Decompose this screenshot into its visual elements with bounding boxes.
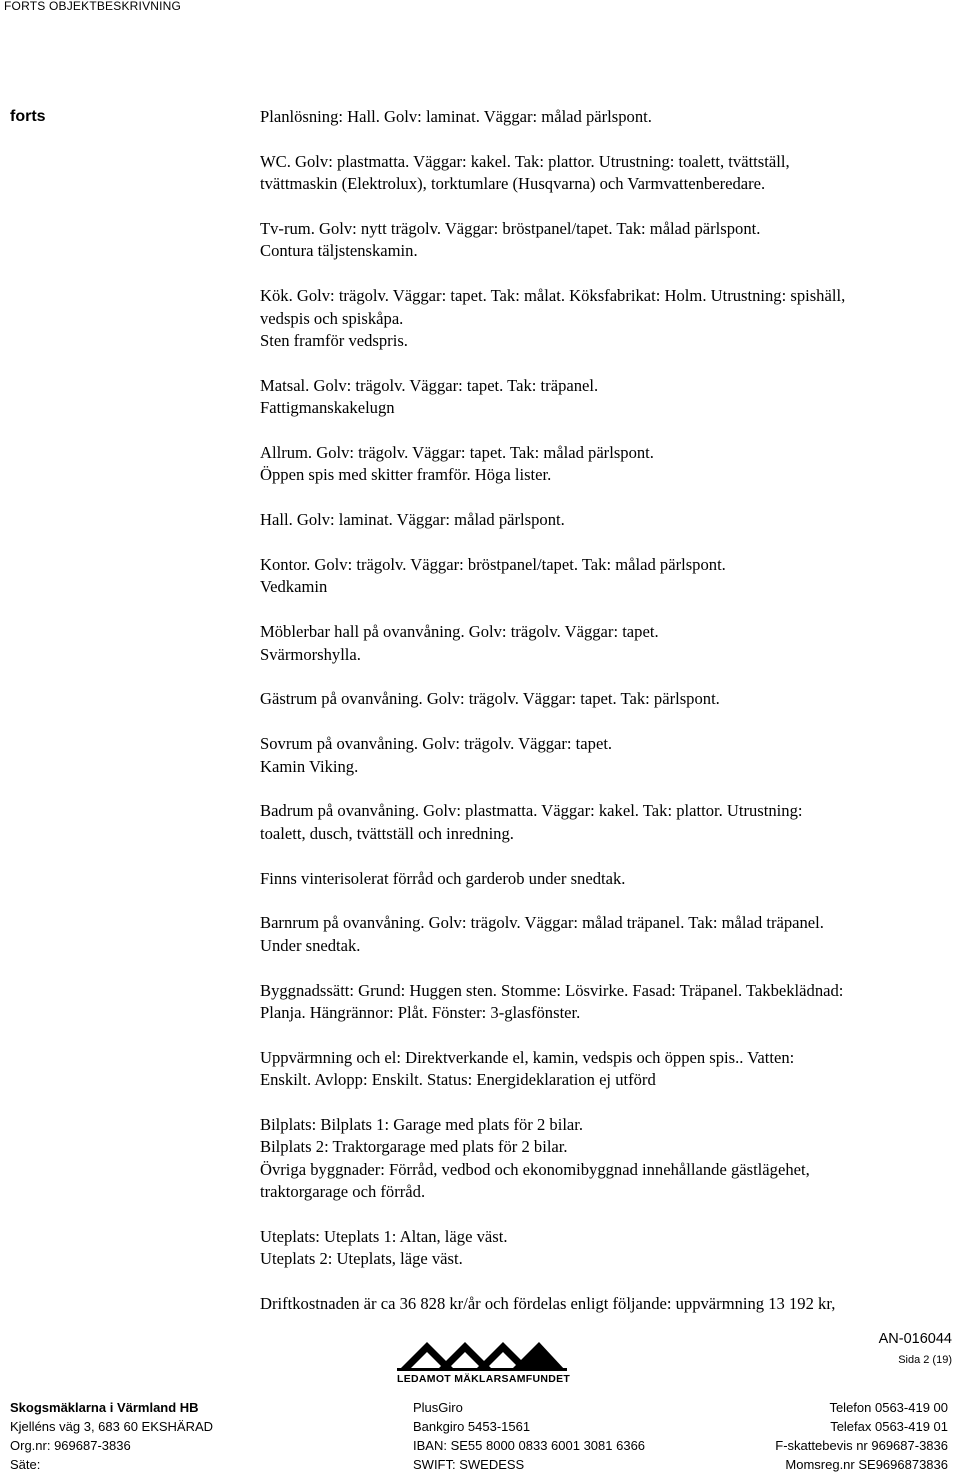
- paragraph-line: Gästrum på ovanvåning. Golv: trägolv. Väggar: tapet. Tak: pärlspont.: [260, 689, 720, 709]
- description-paragraph: [260, 980, 950, 1025]
- paragraph-line: Contura täljstenskamin.: [260, 241, 418, 261]
- footer-seat: Säte:: [10, 1457, 41, 1472]
- description-paragraph: [260, 554, 950, 599]
- paragraph-line: Driftkostnaden är ca 36 828 kr/år och fördelas enligt följande: uppvärmning 13 192 kr,: [260, 1294, 836, 1314]
- description-paragraph: [260, 106, 950, 128]
- description-paragraph: [260, 733, 950, 778]
- paragraph-line: Öppen spis med skitter framför. Höga lister.: [260, 465, 552, 485]
- description-paragraph: [260, 621, 950, 666]
- footer-vat-number: Momsreg.nr SE969687383​6: [785, 1457, 948, 1472]
- paragraph-line: Barnrum på ovanvåning. Golv: trägolv. Väggar: målad träpanel. Tak: målad träpanel.: [260, 913, 824, 933]
- paragraph-line: Planlösning: Hall. Golv: laminat. Väggar: målad pärlspont.: [260, 107, 652, 126]
- footer-bankgiro: Bankgiro 5453-1561: [413, 1419, 531, 1434]
- paragraph-line: Byggnadssätt: Grund: Huggen sten. Stomme: Lösvirke. Fasad: Träpanel. Takbeklädnad:: [260, 980, 844, 1000]
- paragraph-line: Uppvärmning och el: Direktverkande el, kamin, vedspis och öppen spis.. Vatten:: [260, 1047, 795, 1067]
- description-paragraph: [260, 285, 950, 352]
- paragraph-line: Kök. Golv: trägolv. Väggar: tapet. Tak: målat. Köksfabrikat: Holm. Utrustning: spishäll,: [260, 286, 846, 306]
- reference-code: AN-016044: [878, 1331, 952, 1347]
- maklarsamfundet-logo: [397, 1338, 571, 1386]
- paragraph-line: Tv-rum. Golv: nytt trägolv. Väggar: bröstpanel/tapet. Tak: målad pärlspont.: [260, 219, 761, 238]
- description-paragraph: [260, 375, 950, 420]
- paragraph-line: Allrum. Golv: trägolv. Väggar: tapet. Tak: målad pärlspont.: [260, 443, 654, 463]
- paragraph-line: Under snedtak.: [260, 935, 361, 955]
- footer-org-number: Org.nr: 969687-3836: [10, 1438, 131, 1453]
- paragraph-line: WC. Golv: plastmatta. Väggar: kakel. Tak: plattor. Utrustning: toalett, tvättställ,: [260, 151, 790, 171]
- paragraph-line: Hall. Golv: laminat. Väggar: målad pärlspont.: [260, 510, 565, 530]
- paragraph-line: Bilplats: Bilplats 1: Garage med plats för 2 bilar.: [260, 1115, 584, 1135]
- document-header-title: FORTS OBJEKTBESKRIVNING: [4, 0, 182, 13]
- maklarsamfundet-logo-icon: [397, 1338, 567, 1372]
- description-paragraph: [260, 509, 950, 531]
- paragraph-line: Uteplats 2: Uteplats, läge väst.: [260, 1249, 463, 1269]
- description-body: [260, 106, 950, 1338]
- footer-swift: SWIFT: SWEDESS: [413, 1457, 525, 1472]
- paragraph-line: Enskilt. Avlopp: Enskilt. Status: Energideklaration ej utförd: [260, 1070, 656, 1090]
- paragraph-line: Övriga byggnader: Förråd, vedbod och ekonomibyggnad innehållande gästlägehet,: [260, 1159, 810, 1179]
- paragraph-line: traktorgarage och förråd.: [260, 1182, 426, 1202]
- description-paragraph: [260, 1226, 950, 1271]
- footer-plusgiro: PlusGiro: [413, 1400, 463, 1415]
- paragraph-line: Svärmorshylla.: [260, 644, 361, 664]
- footer-bank-info: [413, 1398, 645, 1474]
- page-number: Sida 2 (19): [898, 1354, 952, 1366]
- paragraph-line: Kontor. Golv: trägolv. Väggar: bröstpanel/tapet. Tak: målad pärlspont.: [260, 555, 726, 575]
- footer-company-info: [10, 1398, 213, 1474]
- description-paragraph: [260, 1293, 950, 1315]
- description-paragraph: [260, 800, 950, 845]
- footer-company-name: Skogsmäklarna i Värmland HB: [10, 1400, 199, 1415]
- description-paragraph: [260, 912, 950, 957]
- description-paragraph: [260, 868, 950, 890]
- description-paragraph: [260, 151, 950, 196]
- paragraph-line: Fattigmanskakelugn: [260, 398, 395, 418]
- footer-fax: Telefax 0563-419 01: [830, 1419, 948, 1434]
- description-paragraph: [260, 218, 950, 263]
- paragraph-line: Möblerbar hall på ovanvåning. Golv: trägolv. Väggar: tapet.: [260, 622, 659, 642]
- description-paragraph: [260, 1047, 950, 1092]
- paragraph-line: Kamin Viking.: [260, 756, 359, 776]
- description-paragraph: [260, 442, 950, 487]
- description-paragraph: [260, 1114, 950, 1204]
- footer-contact-info: [775, 1398, 948, 1474]
- section-label: forts: [10, 108, 46, 125]
- paragraph-line: Sten framför vedspris.: [260, 331, 408, 351]
- paragraph-line: Bilplats 2: Traktorgarage med plats för 2 bilar.: [260, 1137, 568, 1157]
- paragraph-line: tvättmaskin (Elektrolux), torktumlare (Husqvarna) och Varmvattenberedare.: [260, 174, 766, 194]
- paragraph-line: toalett, dusch, tvättställ och inredning.: [260, 823, 514, 843]
- logo-text: LEDAMOT MÄKLARSAMFUNDET: [397, 1373, 571, 1385]
- paragraph-line: Planja. Hängrännor: Plåt. Fönster: 3-glasfönster.: [260, 1003, 581, 1023]
- paragraph-line: Sovrum på ovanvåning. Golv: trägolv. Väggar: tapet.: [260, 734, 613, 754]
- paragraph-line: Uteplats: Uteplats 1: Altan, läge väst.: [260, 1227, 508, 1247]
- paragraph-line: Badrum på ovanvåning. Golv: plastmatta. Väggar: kakel. Tak: plattor. Utrustning:: [260, 801, 803, 821]
- paragraph-line: Finns vinterisolerat förråd och garderob under snedtak.: [260, 868, 626, 888]
- footer-iban: IBAN: SE55 8000 0833 6001 3081 6366: [413, 1438, 646, 1453]
- footer-tax-certificate: F-skattebevis nr 969687-3836: [775, 1438, 948, 1453]
- footer-phone: Telefon 0563-419 00: [829, 1400, 948, 1415]
- paragraph-line: Vedkamin: [260, 577, 328, 597]
- description-paragraph: [260, 688, 950, 710]
- footer-address: Kjelléns väg 3, 683 60 EKSHÄRAD: [10, 1419, 214, 1434]
- paragraph-line: Matsal. Golv: trägolv. Väggar: tapet. Tak: träpanel.: [260, 375, 599, 395]
- paragraph-line: vedspis och spiskåpa.: [260, 308, 404, 328]
